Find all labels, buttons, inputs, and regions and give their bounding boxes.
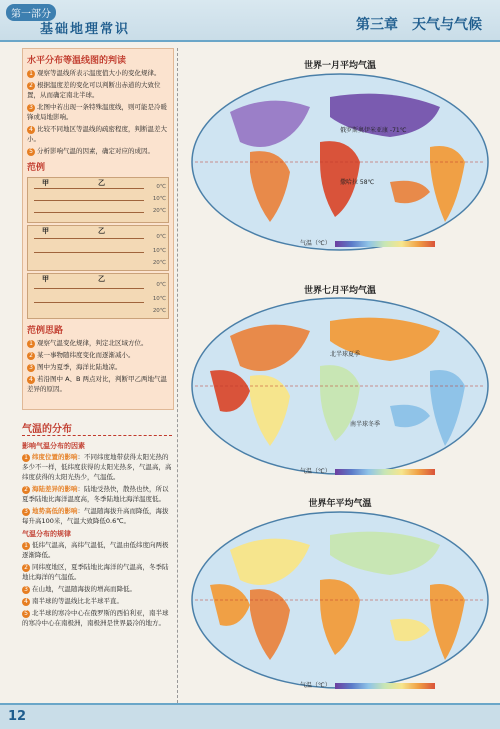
book-title: 基础地理常识 [40, 22, 131, 37]
map-title-january: 世界一月平均气温 [303, 61, 376, 71]
chapter-title: 第三章 天气与气候 [356, 17, 482, 33]
map-note: 俄罗斯奥伊米亚康 -71℃ [340, 127, 407, 134]
map-note: 南半球冬季 [350, 421, 381, 428]
page-footer [0, 703, 500, 729]
thinking-title: 范例思路 [27, 326, 64, 336]
thinking-step: 4 若沿图中 A、B 两点对比，判断甲乙两地气温差异的原因。 [27, 375, 168, 393]
map-legend: 气温（℃） [300, 466, 435, 475]
example-diagram-3: 甲 乙 0℃ 10℃ 20℃ [27, 273, 169, 319]
example-diagram-2: 甲 乙 0℃ 10℃ 20℃ [27, 225, 169, 271]
part-badge: 第一部分 [6, 4, 56, 21]
thinking-step: 3 图中为夏季，海洋比陆地凉。 [23, 362, 173, 374]
thinking-step: 1 观察气温变化规律，判定北区域方位。 [23, 338, 173, 350]
rule-paragraph: 1 低纬气温高，高纬气温低，气温由低纬度向两极逐渐降低。 [22, 541, 169, 559]
method-step: 5 分析影响气温的因素，确定对应的成因。 [23, 146, 173, 158]
method-step: 4 比较不同地区等温线的疏密程度，判断温差大小。 [27, 125, 167, 143]
world-map-annual [190, 510, 490, 690]
factors-subtitle: 影响气温分布的因素 [22, 442, 85, 450]
map-note: 撒哈拉 58℃ [340, 179, 375, 186]
rule-paragraph: 5 北半球的寒冷中心在俄罗斯的西伯利亚，南半球的寒冷中心在南极洲，南极洲是世界最冷的地方。 [22, 609, 169, 627]
methods-box [22, 48, 174, 410]
method-step: 1 观察等温线所表示温度值大小的变化规律。 [23, 68, 173, 80]
map-title-annual: 世界年平均气温 [308, 499, 372, 509]
world-map-july [190, 296, 490, 476]
rule-paragraph: 4 南半球的等温线比北半球平直。 [22, 596, 172, 606]
column-divider [177, 48, 178, 703]
left-column [22, 48, 172, 718]
distribution-text [22, 438, 172, 630]
page-header [0, 0, 500, 42]
factor-paragraph: 3 地势高低的影响：气温随海拔升高而降低，海拔每升高100米，气温大致降低0.6℃。 [22, 507, 169, 525]
example-diagram-1: 甲 乙 0℃ 10℃ 20℃ [27, 177, 169, 223]
page-number: 12 [8, 709, 27, 724]
rule-paragraph: 2 同纬度地区，夏季陆地比海洋的气温高，冬季陆地比海洋的气温低。 [22, 563, 169, 581]
map-legend: 气温（℃） [300, 238, 435, 247]
factor-paragraph: 2 海陆差异的影响：陆地受热快，散热也快，所以夏季陆地比海洋温度高，冬季陆地比海洋温度低。 [22, 485, 169, 503]
map-legend: 气温（℃） [300, 680, 435, 689]
method-step: 3 北图中若出现一条特殊温度线，则可能是冷暖锋或局地影响。 [27, 103, 167, 121]
distribution-title: 气温的分布 [22, 420, 172, 436]
world-map-january [190, 72, 490, 252]
rule-paragraph: 3 在山地，气温随海拔的增高而降低。 [22, 584, 172, 594]
rules-subtitle: 气温分布的规律 [22, 530, 71, 538]
example-title: 范例 [27, 163, 46, 173]
map-note: 北半球夏季 [330, 351, 361, 358]
thinking-step: 2 某一事物随纬度变化而逐渐减小。 [23, 350, 173, 362]
methods-title: 水平分布等温线图的判读 [27, 56, 127, 66]
map-title-july: 世界七月平均气温 [303, 286, 376, 296]
factor-paragraph: 1 纬度位置的影响：不同纬度地带获得太阳光热的多少不一样，低纬度获得的太阳光热多，气温高，高纬度获得的太阳光热少，气温低。 [22, 453, 172, 481]
method-step: 2 根据温度差的变化可以判断出赤道的大致位置，从而确定南北半球。 [27, 81, 161, 99]
